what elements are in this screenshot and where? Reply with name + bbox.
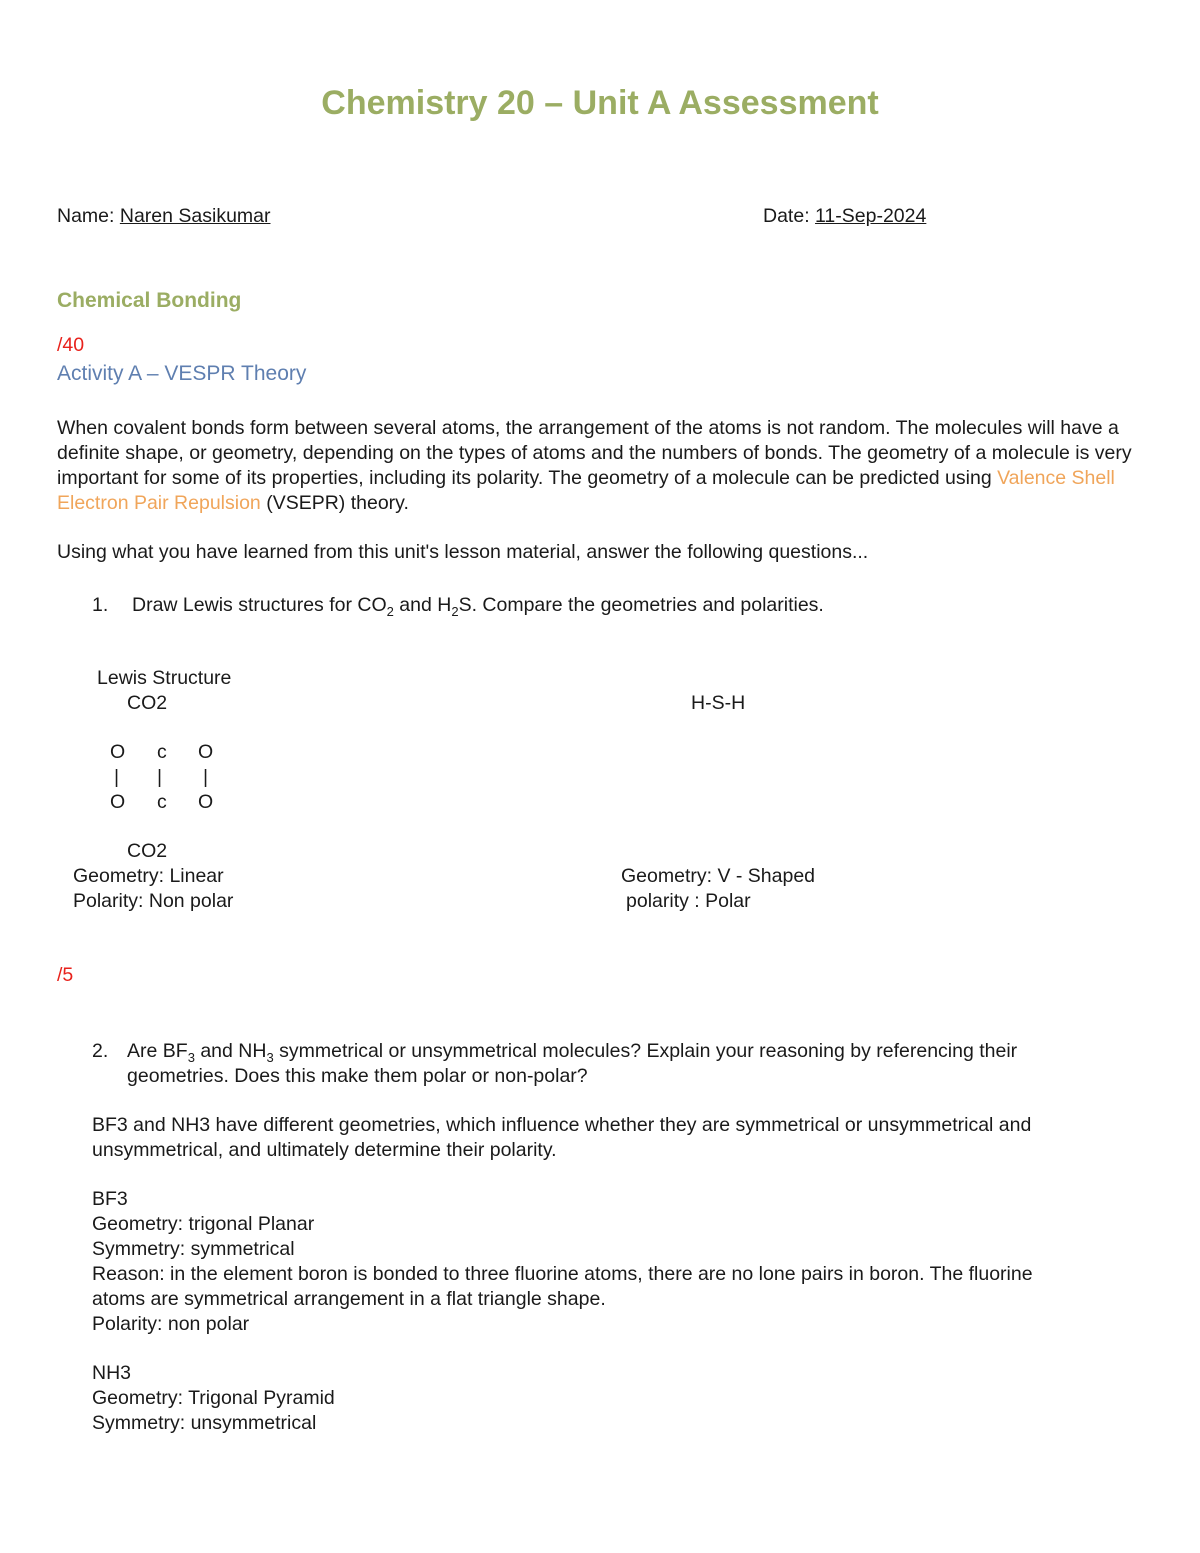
answer-intro-line: unsymmetrical, and ultimately determine their polarity. bbox=[92, 1139, 557, 1161]
date-label: Date: bbox=[763, 205, 816, 227]
h2s-polarity: polarity : Polar bbox=[626, 890, 751, 912]
bf3-reason-line: Reason: in the element boron is bonded to three fluorine atoms, there are no lone pairs in boron. The fluorine bbox=[92, 1263, 1033, 1285]
activity-title: Activity A – VESPR Theory bbox=[57, 362, 307, 385]
question-2-line-2: geometries. Does this make them polar or non-polar? bbox=[127, 1065, 588, 1087]
lewis-atom: O bbox=[198, 791, 214, 813]
lewis-atom: O bbox=[110, 741, 126, 763]
intro-text-end: (VSEPR) theory. bbox=[260, 492, 409, 514]
intro-paragraph bbox=[57, 416, 1167, 516]
bf3-polarity: Polarity: non polar bbox=[92, 1313, 250, 1335]
question-2-line-1: Are $BF_3$ and $NH_3$ symmetrical or unsymmetrical molecules? Explain your reasoning by referencing their bbox=[127, 1040, 1018, 1065]
answer-intro-line: BF3 and NH3 have different geometries, which influence whether they are symmetrical or unsymmetrical and bbox=[92, 1114, 1032, 1136]
co2-geometry: Geometry: Linear bbox=[73, 865, 224, 887]
question-1-score: /5 bbox=[57, 964, 74, 986]
vsepr-link[interactable]: Valence Shell Electron Pair Repulsion bbox=[57, 467, 1115, 514]
co2-polarity: Polarity: Non polar bbox=[73, 890, 234, 912]
question-2-number: 2. bbox=[92, 1040, 109, 1062]
name-value: Naren Sasikumar bbox=[119, 205, 271, 227]
co2-label-bottom: CO2 bbox=[127, 840, 168, 862]
name-label: Name: bbox=[57, 205, 120, 227]
question-1-number: 1. bbox=[92, 594, 109, 616]
section-heading: Chemical Bonding bbox=[57, 289, 242, 312]
date-line bbox=[763, 204, 926, 229]
lewis-atom: c bbox=[157, 791, 167, 813]
bf3-reason-line: atoms are symmetrical arrangement in a flat triangle shape. bbox=[92, 1288, 606, 1310]
page-title: Chemistry 20 – Unit A Assessment bbox=[321, 84, 879, 122]
h2s-formula: H-S-H bbox=[691, 692, 746, 714]
lewis-structure-label: Lewis Structure bbox=[97, 667, 232, 689]
lewis-atom: c bbox=[157, 741, 167, 763]
bf3-geometry: Geometry: trigonal Planar bbox=[92, 1213, 315, 1235]
bf3-title: BF3 bbox=[92, 1188, 128, 1210]
co2-label: CO2 bbox=[127, 692, 168, 714]
lewis-bond: | bbox=[157, 766, 163, 788]
nh3-geometry: Geometry: Trigonal Pyramid bbox=[92, 1387, 335, 1409]
lewis-atom: O bbox=[110, 791, 126, 813]
score-total: /40 bbox=[57, 334, 85, 356]
nh3-title: NH3 bbox=[92, 1362, 132, 1384]
lewis-bond: | bbox=[114, 766, 120, 788]
lewis-bond: | bbox=[203, 766, 209, 788]
intro-text: When covalent bonds form between several atoms, the arrangement of the atoms is not random. The molecules will have a definite shape, or geometry, depending on the types of atoms and the numbers of bonds. The geometry of a molecule is very important for some of its properties, including its polarity. The geometry of a molecule can be predicted using bbox=[57, 417, 1132, 489]
question-1-text: Draw Lewis structures for $CO_2$ and $H_2S$. Compare the geometries and polarities. bbox=[132, 594, 824, 619]
lewis-atom: O bbox=[198, 741, 214, 763]
name-line bbox=[57, 204, 271, 229]
h2s-geometry: Geometry: V - Shaped bbox=[621, 865, 816, 887]
question-2-answer bbox=[92, 1113, 1033, 1436]
bf3-symmetry: Symmetry: symmetrical bbox=[92, 1238, 295, 1260]
date-value: 11-Sep-2024 bbox=[815, 205, 927, 227]
nh3-symmetry: Symmetry: unsymmetrical bbox=[92, 1412, 317, 1434]
instruction-text: Using what you have learned from this unit's lesson material, answer the following questions... bbox=[57, 541, 869, 563]
